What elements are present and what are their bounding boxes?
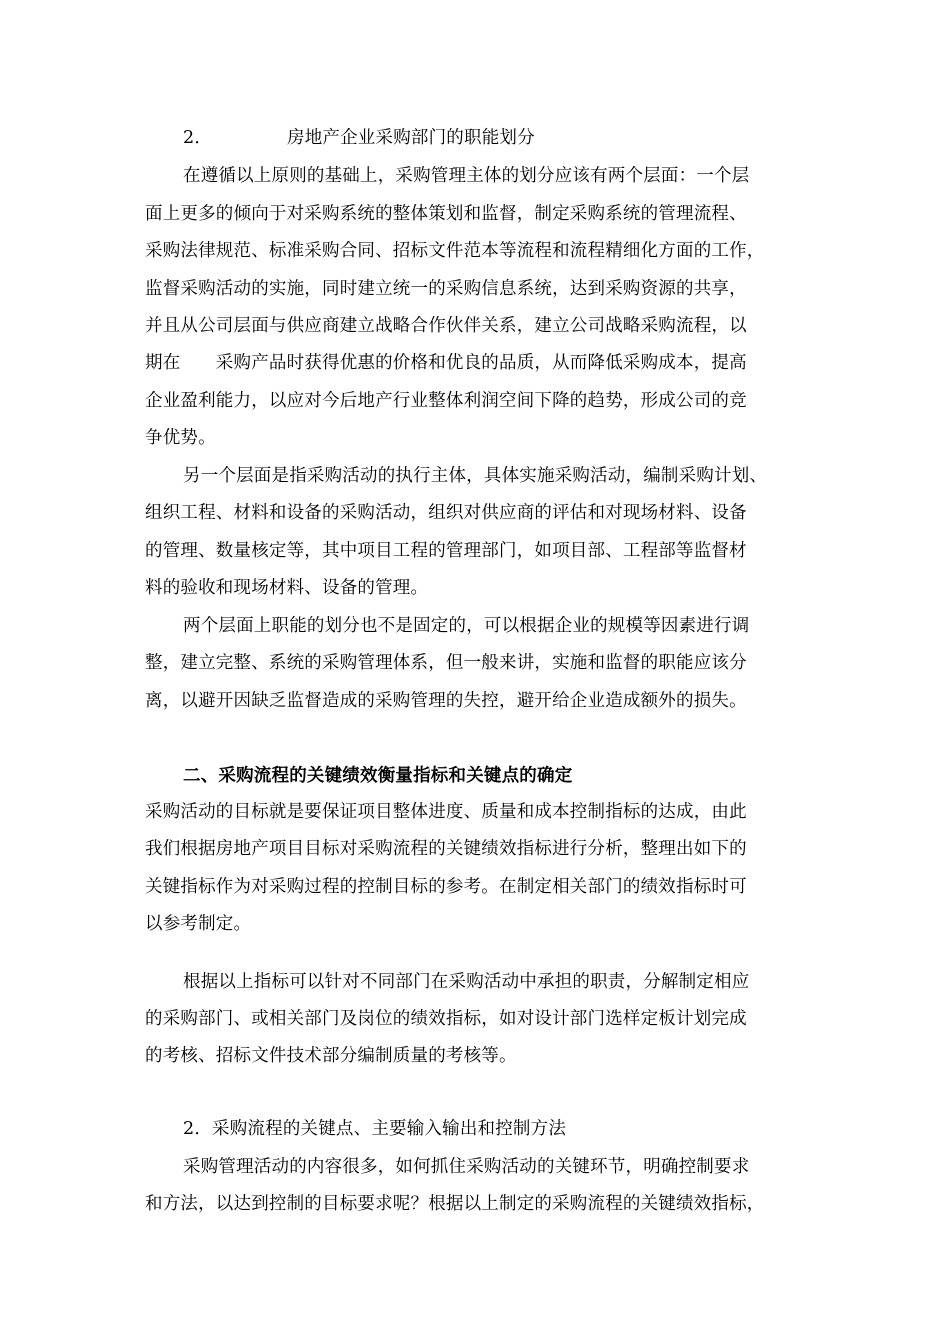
paragraph-line: 期在 采购产品时获得优惠的价格和优良的品质，从而降低采购成本，提高	[145, 353, 747, 373]
paragraph-line: 在遵循以上原则的基础上，采购管理主体的划分应该有两个层面：一个层	[183, 166, 750, 186]
paragraph-line: 采购活动的目标就是要保证项目整体进度、质量和成本控制指标的达成，由此	[145, 802, 747, 822]
paragraph-line: 的考核、招标文件技术部分编制质量的考核等。	[145, 1046, 517, 1066]
paragraph-line: 和方法，以达到控制的目标要求呢？根据以上制定的采购流程的关键绩效指标，	[145, 1194, 765, 1214]
paragraph-line: 整，建立完整、系统的采购管理体系，但一般来讲，实施和监督的职能应该分	[145, 653, 747, 673]
section-heading-number: 2．	[183, 128, 213, 148]
section-heading: 2．采购流程的关键点、主要输入输出和控制方法	[183, 1119, 567, 1139]
paragraph-line: 料的验收和现场材料、设备的管理。	[145, 578, 429, 598]
paragraph-line: 根据以上指标可以针对不同部门在采购活动中承担的职责，分解制定相应	[183, 972, 750, 992]
paragraph-line: 离，以避开因缺乏监督造成的采购管理的失控，避开给企业造成额外的损失。	[145, 691, 747, 711]
paragraph-line: 的采购部门、或相关部门及岗位的绩效指标，如对设计部门选样定板计划完成	[145, 1009, 747, 1029]
paragraph-line: 的管理、数量核定等，其中项目工程的管理部门，如项目部、工程部等监督材	[145, 541, 747, 561]
paragraph-line: 以参考制定。	[145, 914, 252, 934]
paragraph-line: 监督采购活动的实施，同时建立统一的采购信息系统，达到采购资源的共享，	[145, 279, 747, 299]
paragraph-line: 两个层面上职能的划分也不是固定的，可以根据企业的规模等因素进行调	[183, 616, 750, 636]
paragraph-line: 组织工程、材料和设备的采购活动，组织对供应商的评估和对现场材料、设备	[145, 503, 747, 523]
paragraph-line: 争优势。	[145, 428, 216, 448]
paragraph-line: 面上更多的倾向于对采购系统的整体策划和监督，制定采购系统的管理流程、	[145, 204, 747, 224]
paragraph-line: 我们根据房地产项目目标对采购流程的关键绩效指标进行分析，整理出如下的	[145, 839, 747, 859]
paragraph-line: 采购法律规范、标准采购合同、招标文件范本等流程和流程精细化方面的工作，	[145, 241, 765, 261]
chapter-heading: 二、采购流程的关键绩效衡量指标和关键点的确定	[183, 766, 573, 786]
paragraph-line: 并且从公司层面与供应商建立战略合作伙伴关系，建立公司战略采购流程，以	[145, 316, 747, 336]
paragraph-line: 企业盈利能力，以应对今后地产行业整体利润空间下降的趋势，形成公司的竞	[145, 391, 747, 411]
paragraph-line: 关键指标作为对采购过程的控制目标的参考。在制定相关部门的绩效指标时可	[145, 877, 747, 897]
paragraph-line: 采购管理活动的内容很多，如何抓住采购活动的关键环节，明确控制要求	[183, 1157, 750, 1177]
section-heading-title: 房地产企业采购部门的职能划分	[287, 128, 535, 148]
paragraph-line: 另一个层面是指采购活动的执行主体，具体实施采购活动，编制采购计划、	[183, 466, 768, 486]
